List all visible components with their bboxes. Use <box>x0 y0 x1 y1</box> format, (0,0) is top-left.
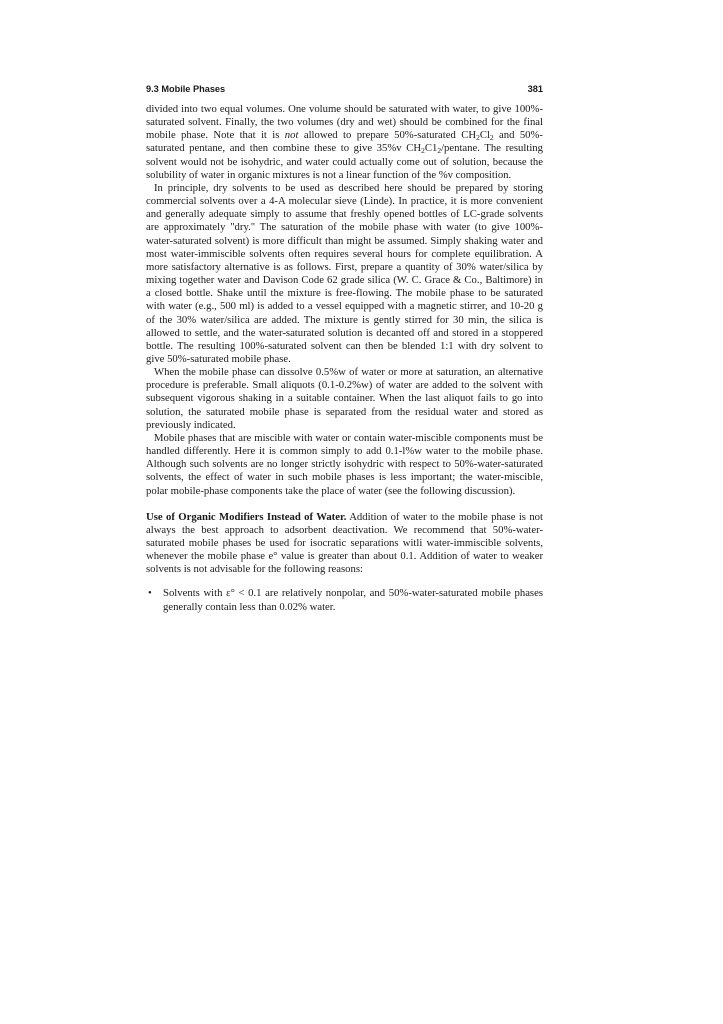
list-item: • Solvents with ε° < 0.1 are relatively nonpolar, and 50%-water-saturated mobile phases generally contain less than 0.02% water. <box>148 587 543 613</box>
paragraph-2: In principle, dry solvents to be used as described here should be prepared by storing commercial solvents over a 4-A molecular sieve (Linde). In practice, it is more convenient and generally adequate simply to assume that freshly opened bottles of LC-grade solvents are approximately "dry." The saturation of the mobile phase with water (to give 100%-water-saturated solvent) is more difficult than might be assumed. Simply shaking water and most water-immiscible solvents often requires several hours for complete equilibration. A more satisfactory alternative is as follows. First, prepare a quantity of 30% water/silica by mixing together water and Davison Code 62 grade silica (W. C. Grace & Co., Baltimore) in a closed bottle. Shake until the mixture is free-flowing. The mobile phase to be saturated with water (e.g., 500 ml) is added to a vessel equipped with a magnetic stirrer, and 10-20 g of the 30% water/silica are added. The mixture is gently stirred for 30 min, the silica is allowed to settle, and the water-saturated solution is decanted off and stored in a stoppered bottle. The resulting 100%-saturated solvent can then be blended 1:1 with dry solvent to give 50%-saturated mobile phase. <box>146 181 543 365</box>
paragraph-4: Mobile phases that are miscible with water or contain water-miscible components must be handled differently. Here it is common simply to add 0.1-l%w water to the mobile phase. Although such solvents are no longer strictly isohydric with respect to 50%-water-saturated solvents, the effect of water in such mobile phases is less important; the water-miscible, polar mobile-phase components take the place of water (see the following discussion). <box>146 431 543 497</box>
body-text <box>146 103 543 614</box>
paragraph-3: When the mobile phase can dissolve 0.5%w of water or more at saturation, an alternative procedure is preferable. Small aliquots (0.1-0.2%w) of water are added to the solvent with subsequent vigorous shaking in a suitable container. When the last aliquot fails to go into solution, the saturated mobile phase is separated from the residual water and stored as previously indicated. <box>146 366 543 431</box>
emphasis-not: not <box>284 129 299 142</box>
running-head <box>146 84 543 94</box>
bullet-list <box>146 587 543 613</box>
book-page <box>146 84 543 614</box>
section-title: 9.3 Mobile Phases <box>146 84 226 94</box>
page-number: 381 <box>527 84 543 94</box>
paragraph-1: divided into two equal volumes. One volume should be saturated with water, to give 100%-saturated solvent. Finally, the two volumes (dry and wet) should be combined for the final mobile phase. Note that it is not allowed to prepare 50%-saturated $CH_2Cl_2$ and 50%-saturated pentane, and then combine these to give 35%v $CH_2C1_2$/pentane. The resulting solvent would not be isohydric, and water could actually come out of solution, because the solubility of water in organic mixtures is not a linear function of the %v composition. <box>146 103 543 181</box>
section-heading: Use of Organic Modifiers Instead of Water. <box>146 510 347 523</box>
bullet-icon: • <box>148 587 152 600</box>
paragraph-5: Use of Organic Modifiers Instead of Water. Addition of water to the mobile phase is not always the best approach to adsorbent deactivation. We recommend that 50%-water-saturated mobile phases be used for isocratic separations witli water-immiscible solvents, whenever the mobile phase e° value is greater than about 0.1. Addition of water to weaker solvents is not advisable for the following reasons: <box>146 510 543 576</box>
